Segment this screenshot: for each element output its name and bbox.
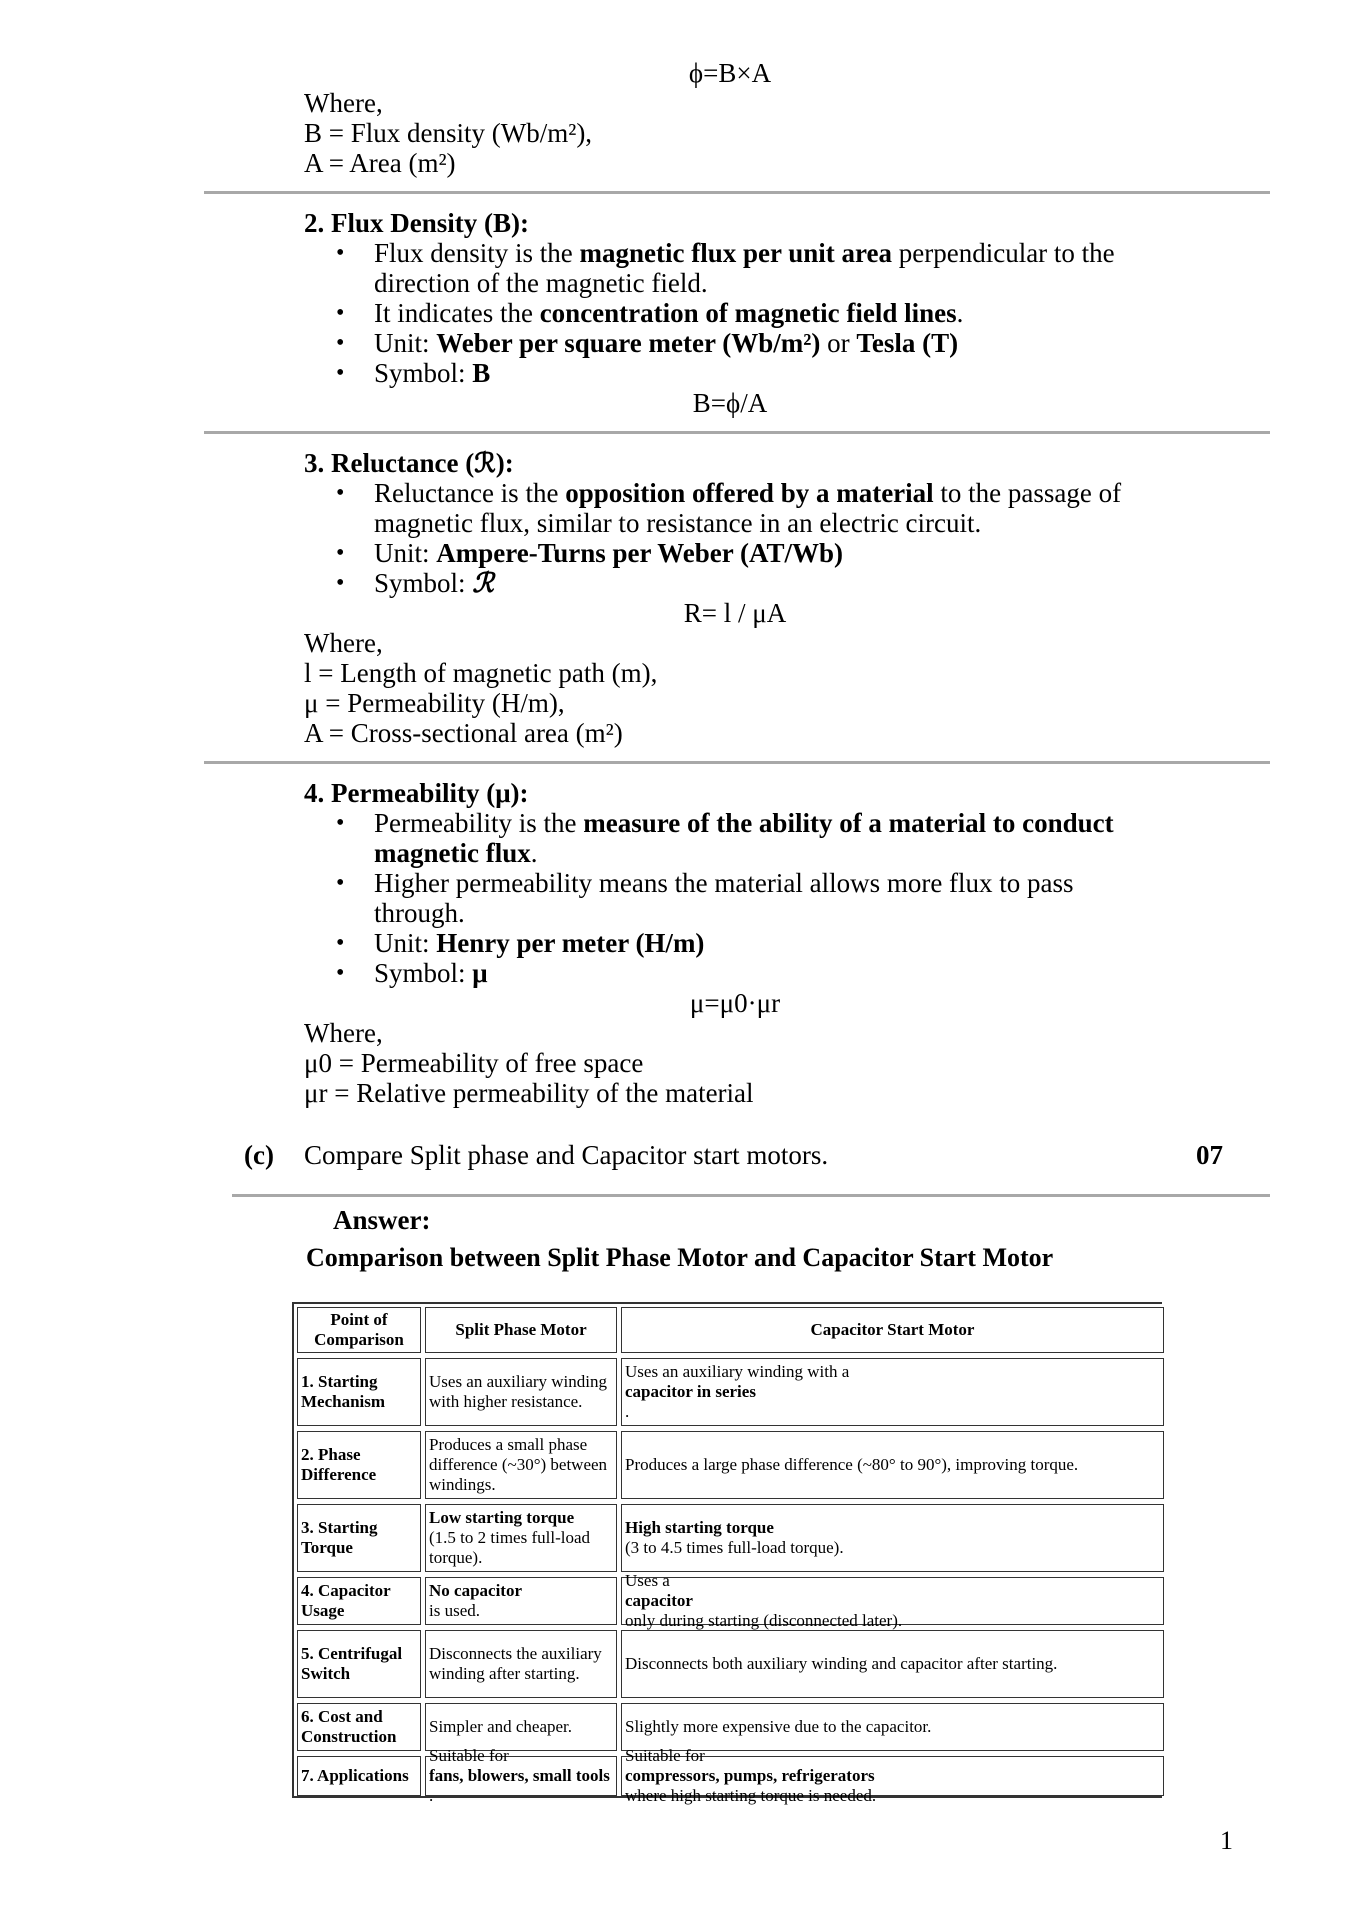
where-label: Where, bbox=[304, 88, 383, 118]
table-row: 7. Applications bbox=[297, 1756, 421, 1796]
list-item: • Unit: Weber per square meter (Wb/m²) or Tesla (T) bbox=[304, 328, 1204, 358]
formula-flux-density: B=ϕ/A bbox=[692, 388, 768, 418]
list-item: • Symbol: μ bbox=[304, 958, 1204, 988]
comparison-table bbox=[292, 1302, 1162, 1805]
permeability-bullets bbox=[304, 808, 1204, 988]
page-number: 1 bbox=[1220, 1826, 1233, 1855]
table-cell: Uses an auxiliary winding with higher resistance. bbox=[425, 1358, 617, 1426]
table-cell: Slightly more expensive due to the capacitor. bbox=[621, 1703, 1164, 1751]
divider bbox=[204, 191, 1270, 194]
divider bbox=[232, 1194, 1270, 1197]
question-marks: 07 bbox=[1196, 1140, 1223, 1170]
table-row: 1. Starting Mechanism bbox=[297, 1358, 421, 1426]
formula-flux: ϕ=B×A bbox=[688, 58, 772, 88]
table-cell: Disconnects both auxiliary winding and capacitor after starting. bbox=[621, 1630, 1164, 1698]
def-mu0: μ0 = Permeability of free space bbox=[304, 1048, 644, 1078]
list-item: • Reluctance is the opposition offered by a material to the passage of magnetic flux, similar to resistance in an electric circuit. bbox=[304, 478, 1204, 538]
table-cell: Simpler and cheaper. bbox=[425, 1703, 617, 1751]
list-item: • Symbol: ℛ bbox=[304, 568, 1204, 598]
table-row: 2. Phase Difference bbox=[297, 1431, 421, 1499]
list-item: • Unit: Ampere-Turns per Weber (AT/Wb) bbox=[304, 538, 1204, 568]
table-cell: Suitable for fans, blowers, small tools . bbox=[425, 1756, 617, 1796]
table-cell: Disconnects the auxiliary winding after starting. bbox=[425, 1630, 617, 1698]
table-row: 5. Centrifugal Switch bbox=[297, 1630, 421, 1698]
list-item: • It indicates the concentration of magnetic field lines. bbox=[304, 298, 1204, 328]
question-label: (c) bbox=[244, 1140, 274, 1170]
def-length: l = Length of magnetic path (m), bbox=[304, 658, 658, 688]
reluctance-bullets bbox=[304, 478, 1204, 598]
table-header-capacitor: Capacitor Start Motor bbox=[621, 1307, 1164, 1353]
table-header-point: Point of Comparison bbox=[297, 1307, 421, 1353]
where-label: Where, bbox=[304, 628, 383, 658]
section-heading-permeability: 4. Permeability (μ): bbox=[304, 778, 529, 808]
table-row: 6. Cost and Construction bbox=[297, 1703, 421, 1751]
section-heading-reluctance: 3. Reluctance (ℛ): bbox=[304, 448, 514, 478]
table-cell: Produces a large phase difference (~80° to 90°), improving torque. bbox=[621, 1431, 1164, 1499]
table-cell: Uses an auxiliary winding with a capacitor in series . bbox=[621, 1358, 1164, 1426]
formula-permeability: μ=μ0·μr bbox=[689, 988, 781, 1018]
divider bbox=[204, 761, 1270, 764]
def-mur: μr = Relative permeability of the material bbox=[304, 1078, 754, 1108]
flux-density-bullets bbox=[304, 238, 1204, 388]
table-header-split: Split Phase Motor bbox=[425, 1307, 617, 1353]
list-item: • Permeability is the measure of the ability of a material to conduct magnetic flux. bbox=[304, 808, 1204, 868]
answer-label: Answer: bbox=[333, 1205, 431, 1235]
table-cell: Uses a capacitor only during starting (disconnected later). bbox=[621, 1577, 1164, 1625]
def-permeability: μ = Permeability (H/m), bbox=[304, 688, 565, 718]
answer-title: Comparison between Split Phase Motor and Capacitor Start Motor bbox=[306, 1243, 1054, 1272]
table-row: 3. Starting Torque bbox=[297, 1504, 421, 1572]
def-flux-density: B = Flux density (Wb/m²), bbox=[304, 118, 593, 148]
table-cell: Produces a small phase difference (~30°) between windings. bbox=[425, 1431, 617, 1499]
list-item: • Flux density is the magnetic flux per unit area perpendicular to the direction of the magnetic field. bbox=[304, 238, 1204, 298]
where-label: Where, bbox=[304, 1018, 383, 1048]
question-text: Compare Split phase and Capacitor start motors. bbox=[304, 1140, 829, 1170]
list-item: • Symbol: B bbox=[304, 358, 1204, 388]
table-cell: Suitable for compressors, pumps, refrigerators where high starting torque is needed. bbox=[621, 1756, 1164, 1796]
formula-reluctance: R= l / μA bbox=[683, 598, 787, 628]
table-row: 4. Capacitor Usage bbox=[297, 1577, 421, 1625]
table-cell: Low starting torque (1.5 to 2 times full-load torque). bbox=[425, 1504, 617, 1572]
def-area: A = Area (m²) bbox=[304, 148, 456, 178]
def-cross-area: A = Cross-sectional area (m²) bbox=[304, 718, 623, 748]
table-cell: No capacitor is used. bbox=[425, 1577, 617, 1625]
table-cell: High starting torque (3 to 4.5 times full-load torque). bbox=[621, 1504, 1164, 1572]
list-item: • Higher permeability means the material allows more flux to pass through. bbox=[304, 868, 1204, 928]
list-item: • Unit: Henry per meter (H/m) bbox=[304, 928, 1204, 958]
section-heading-flux-density: 2. Flux Density (B): bbox=[304, 208, 529, 238]
divider bbox=[204, 431, 1270, 434]
